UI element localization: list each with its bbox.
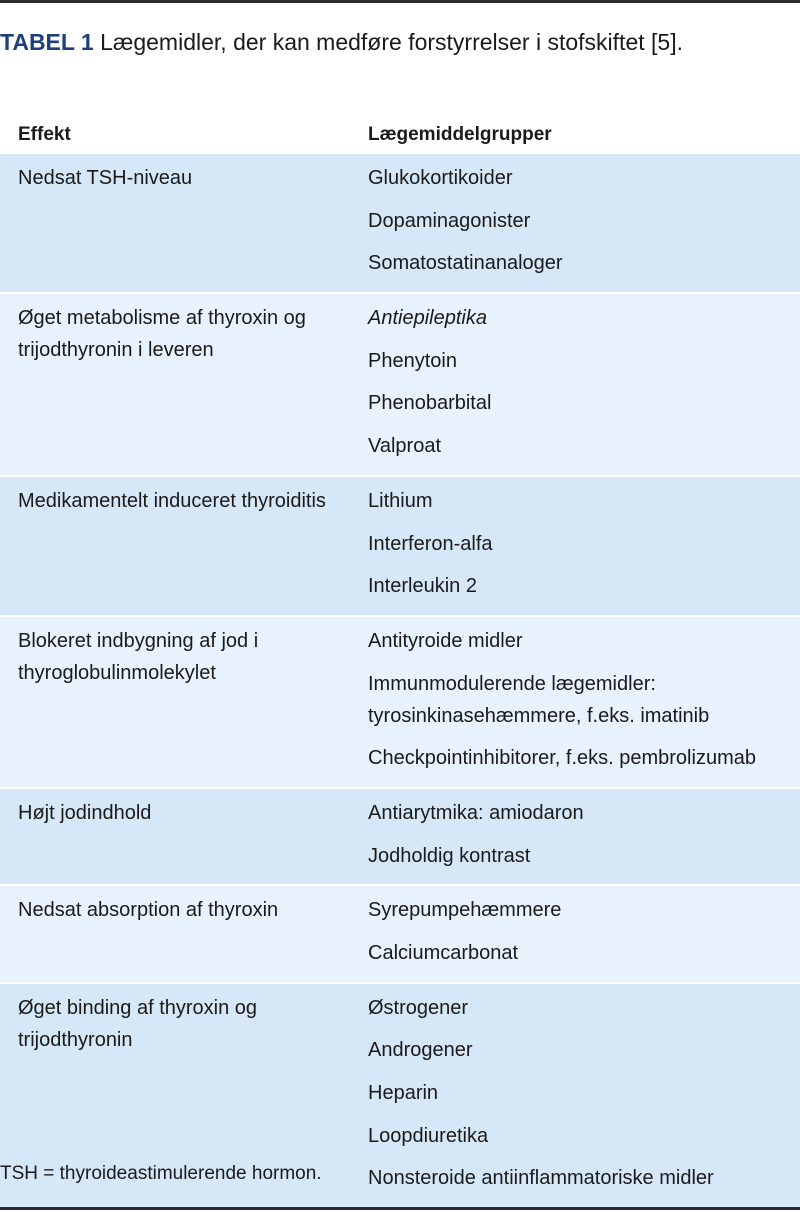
drug-item: Heparin xyxy=(368,1082,439,1105)
drug-item: Interferon-alfa xyxy=(368,532,493,555)
drug-item: Checkpointinhibitorer, f.eks. pembrolizumab xyxy=(368,747,756,770)
drug-cell xyxy=(368,992,800,1205)
table-body xyxy=(0,154,800,1209)
drug-item: Immunmodulerende lægemidler: tyrosinkinasehæmmere, f.eks. imatinib xyxy=(368,672,710,727)
table-row xyxy=(0,154,800,294)
drug-item: Antiarytmika: amiodaron xyxy=(368,801,584,824)
table-caption: Lægemidler, der kan medføre forstyrrelser i stofskiftet [5]. xyxy=(100,29,683,55)
drug-cell xyxy=(368,894,800,979)
table-row xyxy=(0,617,800,789)
drug-cell xyxy=(368,797,800,882)
drug-group-heading: Antiepileptika xyxy=(368,307,487,330)
header-effect: Effekt xyxy=(18,124,71,145)
drug-item: Glukokortikoider xyxy=(368,167,513,189)
drug-item: Loopdiuretika xyxy=(368,1124,489,1147)
effect-cell: Øget binding af thyroxin og trijodthyronin xyxy=(18,996,258,1051)
drug-item: Lithium xyxy=(368,489,433,512)
drug-item: Antityroide midler xyxy=(368,629,523,652)
effect-cell: Nedsat absorption af thyroxin xyxy=(18,899,279,922)
drug-item: Somatostatinanaloger xyxy=(368,252,563,275)
table-footnote: TSH = thyroideastimulerende hormon. xyxy=(0,1163,322,1184)
drug-item: Interleukin 2 xyxy=(368,575,477,598)
table-number: TABEL 1 xyxy=(0,29,94,55)
drug-item: Phenytoin xyxy=(368,349,457,372)
effect-cell: Medikamentelt induceret thyroiditis xyxy=(18,489,326,512)
top-rule xyxy=(0,0,800,3)
effect-cell: Højt jodindhold xyxy=(18,801,152,824)
drug-item: Phenobarbital xyxy=(368,392,492,415)
drug-item: Jodholdig kontrast xyxy=(368,844,531,867)
table-title xyxy=(0,26,790,59)
table-header xyxy=(0,118,800,154)
drug-item: Valproat xyxy=(368,435,442,458)
drug-item: Androgener xyxy=(368,1039,473,1062)
drug-item: Dopaminagonister xyxy=(368,209,531,232)
effect-cell: Øget metabolisme af thyroxin og trijodthyronin i leveren xyxy=(18,307,306,362)
table-row xyxy=(0,789,800,886)
drug-cell xyxy=(368,162,800,290)
drug-item: Nonsteroide antiinflammatoriske midler xyxy=(368,1167,714,1190)
bottom-rule xyxy=(0,1207,800,1210)
drug-item: Syrepumpehæmmere xyxy=(368,899,562,922)
table-row xyxy=(0,477,800,617)
drug-item: Østrogener xyxy=(368,996,469,1019)
effect-cell: Blokeret indbygning af jod i thyroglobulinmolekylet xyxy=(18,629,259,684)
drug-cell xyxy=(368,302,800,473)
drug-item: Calciumcarbonat xyxy=(368,942,519,964)
effect-cell: Nedsat TSH-niveau xyxy=(18,167,193,189)
drug-cell xyxy=(368,625,800,785)
header-drug-groups: Lægemiddelgrupper xyxy=(368,124,552,145)
table-row xyxy=(0,294,800,477)
drug-cell xyxy=(368,485,800,613)
table-row xyxy=(0,886,800,983)
